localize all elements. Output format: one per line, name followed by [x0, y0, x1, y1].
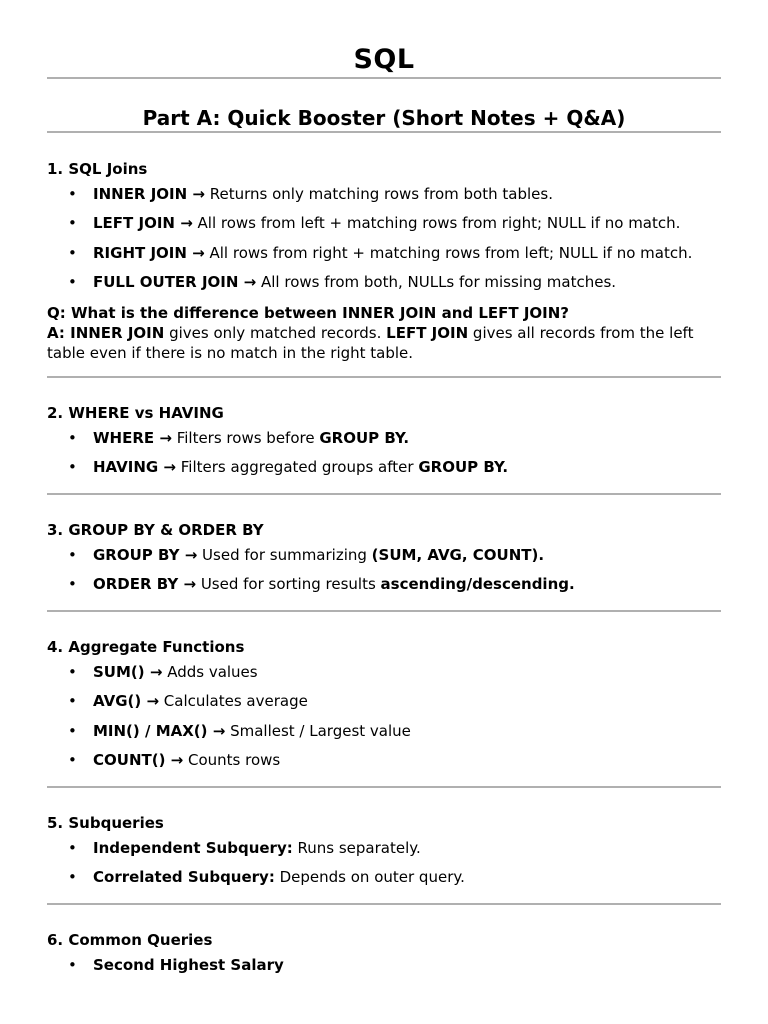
divider	[47, 493, 721, 495]
term: GROUP BY →	[93, 546, 198, 564]
bullet-list	[47, 180, 721, 297]
list-item	[47, 453, 721, 482]
description: Returns only matching rows from both tables.	[204, 185, 553, 203]
term: Independent Subquery:	[93, 839, 293, 857]
section-aggregate-functions	[47, 636, 721, 775]
list-item	[47, 863, 721, 892]
bullet-list	[47, 834, 721, 893]
section-title: 5. Subqueries	[47, 814, 164, 832]
term-tail: GROUP BY.	[418, 458, 509, 477]
description: Used for summarizing	[197, 546, 372, 564]
term: MIN() / MAX() →	[93, 721, 226, 740]
term: SUM() →	[93, 663, 163, 681]
description: All rows from right + matching rows from left; NULL if no match.	[204, 243, 693, 262]
term: INNER JOIN →	[93, 185, 205, 203]
description: Depends on outer query.	[274, 868, 465, 887]
list-item	[47, 424, 721, 453]
term: FULL OUTER JOIN →	[93, 272, 257, 291]
list-item	[47, 951, 721, 980]
divider	[47, 786, 721, 788]
list-item	[47, 180, 721, 209]
divider	[47, 903, 721, 905]
divider	[47, 77, 721, 79]
answer-text: gives all records from the left table even if there is no match in the right table.	[47, 324, 694, 363]
section-title: 4. Aggregate Functions	[47, 638, 245, 656]
section-title: 6. Common Queries	[47, 931, 213, 949]
list-item	[47, 541, 721, 570]
part-title: Part A: Quick Booster (Short Notes + Q&A)	[142, 106, 626, 130]
description: Filters aggregated groups after	[176, 458, 419, 477]
term-tail: GROUP BY.	[319, 429, 410, 447]
list-item	[47, 658, 721, 687]
term-tail: ascending/descending.	[380, 575, 575, 594]
answer-bold: LEFT JOIN	[386, 324, 469, 343]
bullet-list	[47, 658, 721, 775]
term: Second Highest Salary	[93, 956, 284, 974]
divider	[47, 610, 721, 612]
document-title: SQL	[353, 44, 415, 75]
description: Smallest / Largest value	[225, 721, 411, 740]
question-text: Q: What is the difference between INNER JOIN and LEFT JOIN?	[47, 304, 570, 323]
bullet-list	[47, 541, 721, 600]
term-tail: (SUM, AVG, COUNT).	[371, 546, 545, 564]
divider	[47, 131, 721, 133]
section-group-by-order-by	[47, 519, 721, 600]
answer-text: gives only matched records.	[164, 324, 387, 343]
divider	[47, 376, 721, 378]
list-item	[47, 717, 721, 746]
term: LEFT JOIN →	[93, 214, 193, 233]
list-item	[47, 268, 721, 297]
question	[47, 303, 721, 323]
description: Used for sorting results	[196, 575, 381, 594]
list-item	[47, 239, 721, 268]
list-item	[47, 746, 721, 775]
term: ORDER BY →	[93, 575, 197, 594]
answer-bold: A: INNER JOIN	[47, 324, 165, 343]
term: COUNT() →	[93, 750, 184, 769]
description: Runs separately.	[292, 839, 421, 857]
list-item	[47, 687, 721, 716]
term: RIGHT JOIN →	[93, 243, 205, 262]
description: All rows from left + matching rows from right; NULL if no match.	[192, 214, 681, 233]
description: Adds values	[162, 663, 258, 681]
description: Filters rows before	[171, 429, 320, 447]
bullet-list	[47, 951, 721, 980]
list-item	[47, 570, 721, 599]
description: Calculates average	[159, 692, 308, 711]
answer	[47, 323, 721, 363]
list-item	[47, 834, 721, 863]
section-subqueries	[47, 812, 721, 893]
term: AVG() →	[93, 692, 160, 711]
section-common-queries	[47, 929, 721, 980]
list-item	[47, 209, 721, 238]
section-sql-joins	[47, 158, 721, 363]
section-title: 3. GROUP BY & ORDER BY	[47, 521, 264, 539]
bullet-list	[47, 424, 721, 483]
term: WHERE →	[93, 429, 172, 447]
section-where-vs-having	[47, 402, 721, 483]
description: All rows from both, NULLs for missing matches.	[256, 272, 617, 291]
term: Correlated Subquery:	[93, 868, 275, 887]
qa-block	[47, 303, 721, 363]
term: HAVING →	[93, 458, 176, 477]
section-title: 2. WHERE vs HAVING	[47, 404, 224, 422]
description: Counts rows	[183, 750, 281, 769]
section-title: 1. SQL Joins	[47, 160, 148, 178]
